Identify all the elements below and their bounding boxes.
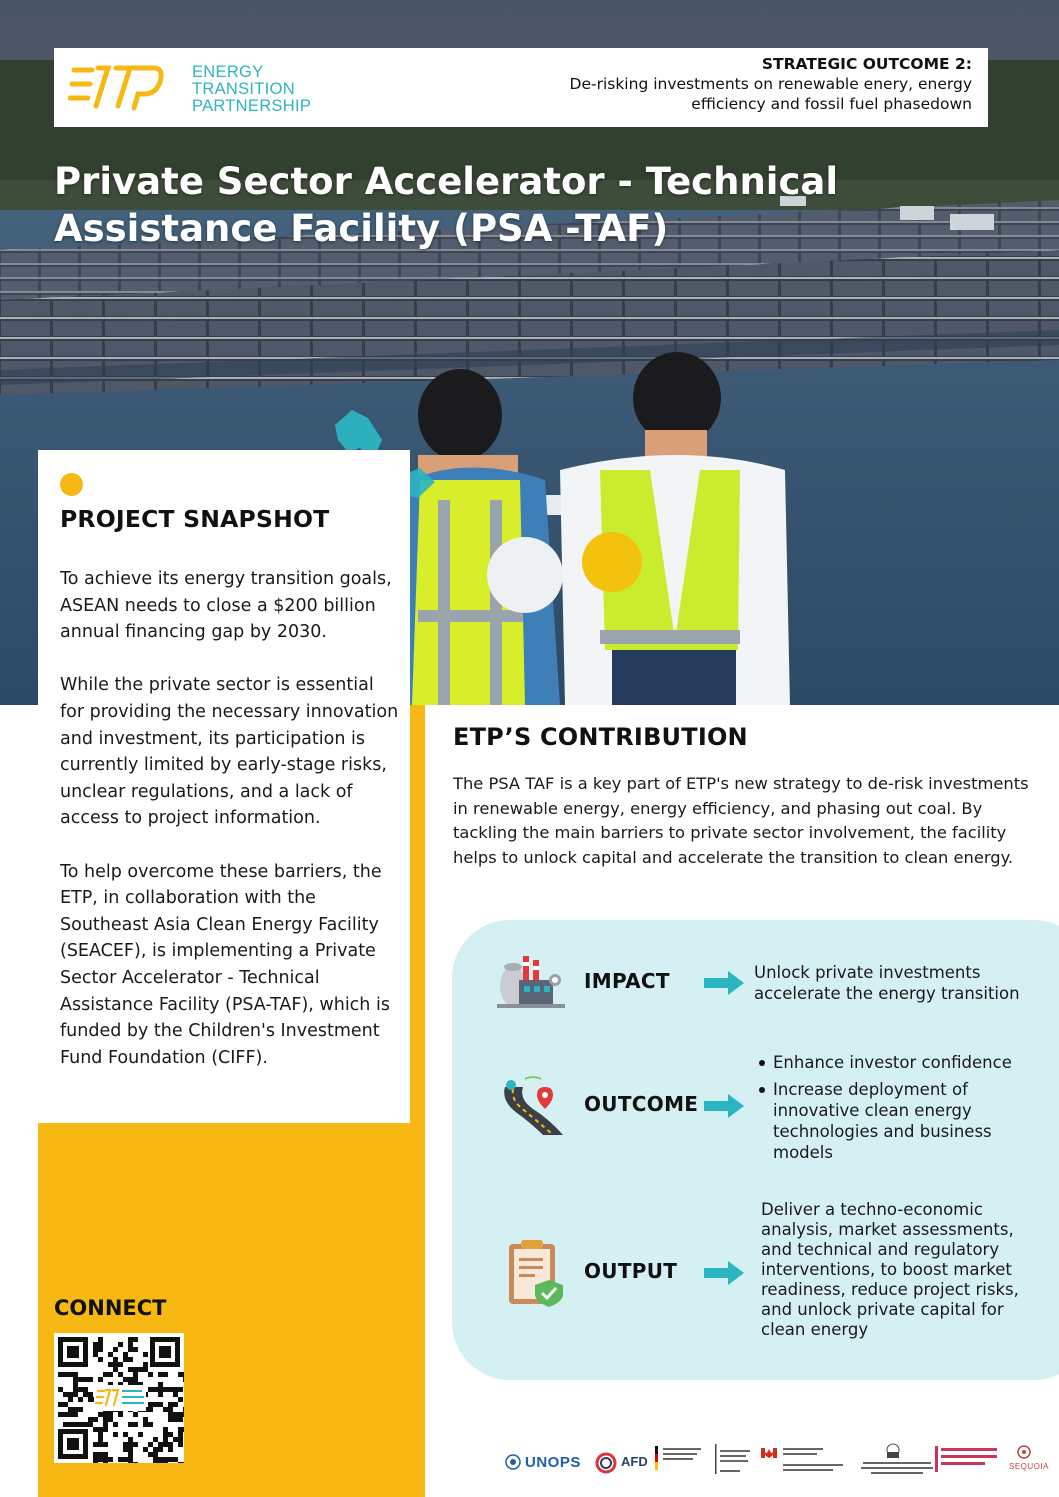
afd-logo: AFD — [621, 1454, 648, 1469]
australian-government-logo-icon — [857, 1442, 937, 1478]
road-icon — [497, 1073, 565, 1141]
unops-logo: UNOPS — [525, 1454, 581, 1471]
arrow-right-icon — [704, 1094, 744, 1118]
bullet-dot-icon — [759, 1087, 765, 1093]
contribution-body: The PSA TAF is a key part of ETP's new strategy to de-risk investments in renewable energy, energy efficiency, and phasing out coal. By tackling the main barriers to private sector involvement, the facility helps to unlock capital and accelerate the transition to clean energy. — [453, 774, 1029, 867]
afd-emblem-icon — [595, 1452, 617, 1474]
clipboard-check-icon — [505, 1238, 567, 1312]
partner-logos — [505, 1440, 1050, 1480]
header-bar — [54, 48, 988, 127]
snapshot-paragraph: While the private sector is essential for providing the necessary innovation and investment, its participation is currently limited by early-stage risks, unclear regulations, and a lack of access to project information. — [60, 675, 399, 829]
factory-icon — [497, 950, 565, 1012]
outcome-line-1: De-risking investments on renewable enery, energy — [569, 75, 972, 93]
impact-text: Unlock private investments accelerate the energy transition — [754, 963, 1020, 1003]
sequoia-emblem-icon — [1017, 1444, 1031, 1460]
output-text: Deliver a techno-economic analysis, market assessments, and technical and regulatory interventions, to boost market readiness, reduce project risks, and unlock private capital for clean energy — [761, 1200, 1019, 1339]
output-label: OUTPUT — [584, 1259, 678, 1283]
arrow-right-icon — [704, 971, 744, 995]
arrow-right-icon — [704, 1261, 744, 1285]
un-emblem-icon — [505, 1454, 521, 1470]
uk-government-logo-icon — [715, 1444, 755, 1476]
contribution-heading: ETP’S CONTRIBUTION — [453, 723, 748, 751]
ciff-logo-icon — [935, 1446, 1001, 1476]
outcome-bullet: Increase deployment of innovative clean energy technologies and business models — [759, 1079, 1039, 1169]
etp-logo-mark-icon — [68, 60, 178, 116]
sequoia-logo: SEQUOIA — [1009, 1462, 1049, 1471]
snapshot-paragraph: To achieve its energy transition goals, ASEAN needs to close a $200 billion annual financing gap by 2030. — [60, 569, 392, 643]
canada-logo-icon — [761, 1444, 857, 1476]
logo-wordmark: ENERGY TRANSITION PARTNERSHIP — [192, 63, 312, 115]
german-ministry-logo-icon — [655, 1444, 705, 1474]
snapshot-body — [60, 566, 400, 1098]
project-snapshot-card — [38, 450, 410, 1123]
outcome-label: OUTCOME — [584, 1092, 699, 1116]
snapshot-paragraph: To help overcome these barriers, the ETP, in collaboration with the Southeast Asia Clean Energy Facility (SEACEF), is implementing a Private Sector Accelerator - Technical Assistance Facility (PSA-TAF), which is funded by the Children's Investment Fund Foundation (CIFF). — [60, 861, 390, 1068]
etp-logo — [68, 60, 368, 116]
bullet-dot-icon — [759, 1060, 765, 1066]
impact-label: IMPACT — [584, 969, 670, 993]
bullet-dot-icon — [60, 473, 83, 496]
page-title: Private Sector Accelerator - Technical Assistance Facility (PSA -TAF) — [54, 160, 839, 250]
qr-code[interactable] — [54, 1333, 184, 1463]
outcome-title: STRATEGIC OUTCOME 2: — [761, 55, 972, 73]
outcome-line-2: efficiency and fossil fuel phasedown — [691, 95, 972, 113]
connect-heading: CONNECT — [54, 1296, 167, 1320]
snapshot-heading: PROJECT SNAPSHOT — [60, 505, 330, 533]
strategic-outcome — [570, 54, 972, 114]
qr-code-icon — [54, 1333, 184, 1463]
outcome-bullet: Enhance investor confidence — [759, 1052, 1039, 1076]
